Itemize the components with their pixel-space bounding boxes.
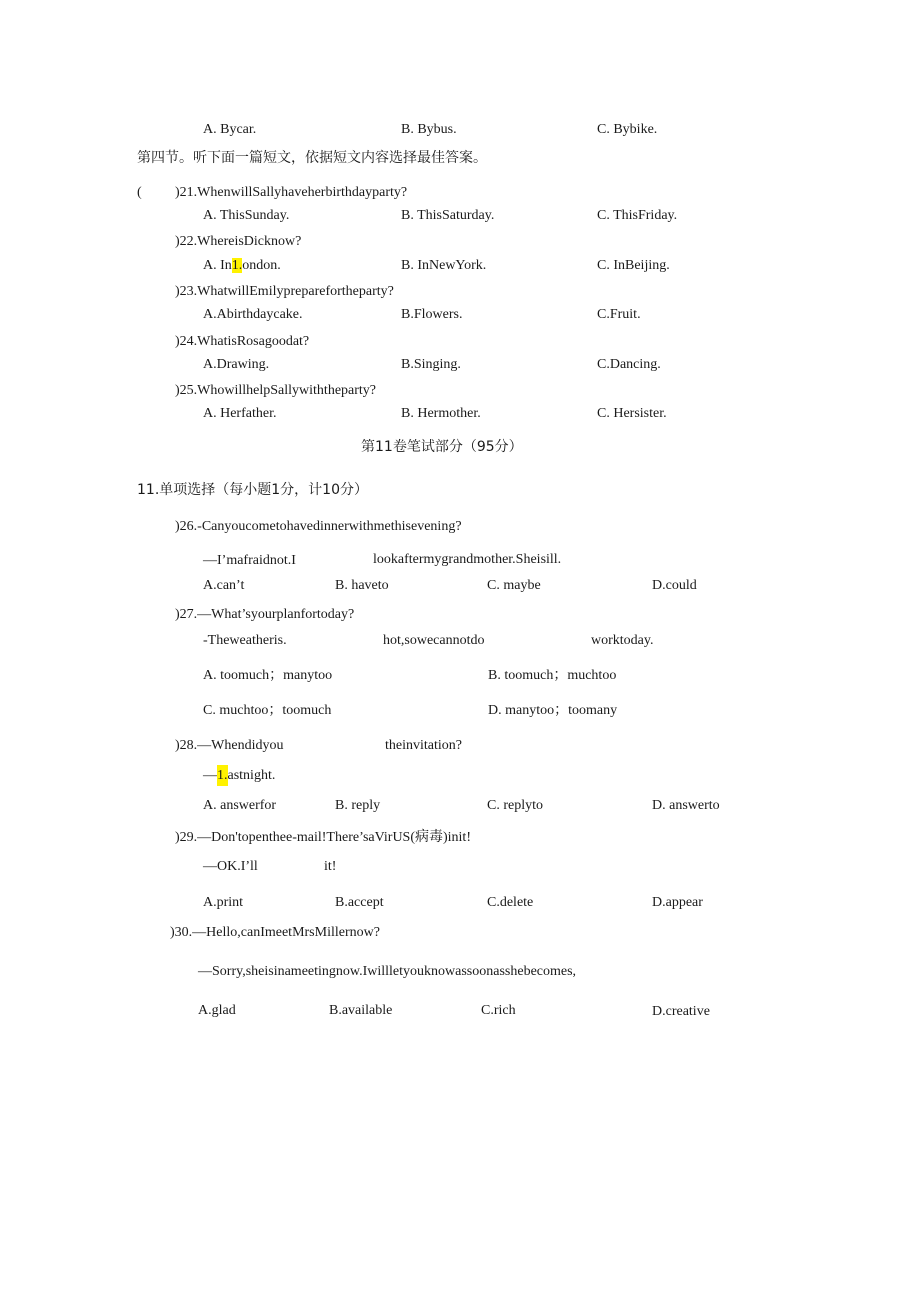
q21-option-c: C. ThisFriday. — [597, 208, 678, 223]
q22-option-a-post: ondon. — [242, 258, 281, 273]
q29-reply-a: —OK.I’ll — [203, 859, 258, 874]
single-choice-heading: 11.单项选择（每小题1分，计10分） — [137, 482, 368, 498]
q27-option-c: C. muchtoo；toomuch — [203, 703, 332, 718]
q20-option-a: A. Bycar. — [203, 122, 257, 137]
q25-option-a: A. Herfather. — [203, 406, 277, 421]
q30-option-b: B.available — [329, 1003, 393, 1018]
q24-option-b: B.Singing. — [401, 357, 461, 372]
q28-reply-dash: — — [203, 768, 217, 783]
q26-reply-b: lookaftermygrandmother.Sheisill. — [373, 552, 562, 567]
q30-option-d: D.creative — [652, 1004, 710, 1019]
q28-option-d: D. answerto — [652, 798, 720, 813]
q28-option-c: C. replyto — [487, 798, 543, 813]
q26-option-a: A.can’t — [203, 578, 245, 593]
q23-option-c: C.Fruit. — [597, 307, 641, 322]
q27-stem: )27.—What’syourplanfortoday? — [175, 607, 355, 622]
section4-heading: 第四节。听下面一篇短文，依据短文内容选择最佳答案。 — [137, 150, 487, 166]
q22-option-a — [203, 257, 281, 275]
q27-line-b: hot,sowecannotdo — [383, 633, 485, 648]
q24-option-c: C.Dancing. — [597, 357, 661, 372]
q26-option-b: B. haveto — [335, 578, 389, 593]
q21-paren: ( — [137, 185, 142, 200]
q21-option-b: B. ThisSaturday. — [401, 208, 495, 223]
q23-option-b: B.Flowers. — [401, 307, 463, 322]
q29-option-d: D.appear — [652, 895, 703, 910]
q20-option-c: C. Bybike. — [597, 122, 658, 137]
q27-option-a: A. toomuch；manytoo — [203, 668, 333, 683]
q24-stem: )24.WhatisRosagoodat? — [175, 334, 310, 349]
q26-option-d: D.could — [652, 578, 697, 593]
q22-option-b: B. InNewYork. — [401, 258, 487, 273]
q29-option-c: C.delete — [487, 895, 534, 910]
q28-reply — [203, 767, 275, 785]
highlight-mark: 1. — [231, 258, 243, 273]
q27-option-b: B. toomuch；muchtoo — [488, 668, 617, 683]
q30-option-a: A.glad — [198, 1003, 236, 1018]
q21-stem: )21.WhenwillSallyhaveherbirthdayparty? — [175, 185, 408, 200]
part2-title: 第11卷笔试部分（95分） — [361, 439, 523, 455]
q27-option-d: D. manytoo；toomany — [488, 703, 618, 718]
q21-option-a: A. ThisSunday. — [203, 208, 290, 223]
q29-stem: )29.—Don'topenthee-mail!There’saVirUS(病毒)init! — [175, 830, 471, 845]
highlight-mark: 1. — [217, 765, 228, 786]
q30-reply: —Sorry,sheisinameetingnow.Iwillletyouknowassoonasshebecomes, — [198, 964, 577, 979]
q25-stem: )25.WhowillhelpSallywiththeparty? — [175, 383, 377, 398]
q26-option-c: C. maybe — [487, 578, 541, 593]
q22-option-c: C. InBeijing. — [597, 258, 670, 273]
q28-option-a: A. answerfor — [203, 798, 277, 813]
q24-option-a: A.Drawing. — [203, 357, 270, 372]
q28-stem-b: theinvitation? — [385, 738, 462, 753]
q29-option-b: B.accept — [335, 895, 384, 910]
q28-reply-rest: astnight. — [227, 768, 276, 783]
q20-option-b: B. Bybus. — [401, 122, 457, 137]
q29-option-a: A.print — [203, 895, 244, 910]
q23-stem: )23.WhatwillEmilypreparefortheparty? — [175, 284, 394, 299]
q28-option-b: B. reply — [335, 798, 381, 813]
q25-option-c: C. Hersister. — [597, 406, 667, 421]
q25-option-b: B. Hermother. — [401, 406, 481, 421]
q26-reply-a: —I’mafraidnot.I — [203, 553, 296, 568]
q30-stem: )30.—Hello,canImeetMrsMillernow? — [170, 925, 380, 940]
q26-stem: )26.-Canyoucometohavedinnerwithmethisevening? — [175, 519, 462, 534]
q22-stem: )22.WhereisDicknow? — [175, 234, 302, 249]
q23-option-a: A.Abirthdaycake. — [203, 307, 303, 322]
q27-line-c: worktoday. — [591, 633, 654, 648]
q30-option-c: C.rich — [481, 1003, 516, 1018]
q29-reply-b: it! — [324, 859, 337, 874]
q27-line-a: -Theweatheris. — [203, 633, 287, 648]
q22-option-a-pre: A. In — [203, 258, 232, 273]
q28-stem-a: )28.—Whendidyou — [175, 738, 284, 753]
